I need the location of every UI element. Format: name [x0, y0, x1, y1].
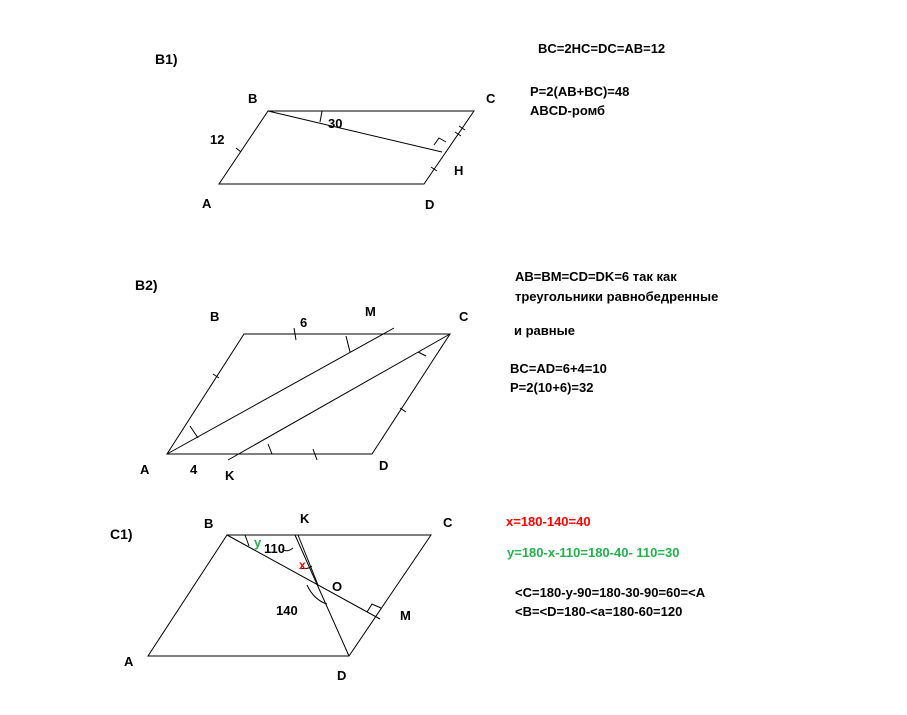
b2-angle-m — [346, 336, 350, 352]
c1-note-x: x=180-140=40 — [506, 514, 591, 529]
b1-title: B1) — [155, 51, 178, 67]
b2-note-5: P=2(10+6)=32 — [510, 380, 594, 395]
b2-point-a: A — [140, 462, 150, 477]
c1-angle-b-mark — [245, 535, 249, 546]
b2-side-label: 6 — [300, 315, 308, 330]
c1-point-b: B — [204, 516, 214, 531]
b2-angle-c — [418, 352, 426, 356]
c1-line-kd — [295, 535, 349, 656]
b2-base-label: 4 — [190, 462, 198, 477]
c1-note-c: <C=180-y-90=180-30-90=60=<A — [515, 585, 706, 600]
c1-point-m: M — [400, 608, 411, 623]
b1-point-c: C — [486, 91, 496, 106]
b1-parallelogram-abcd — [219, 111, 474, 184]
c1-point-o: O — [332, 579, 343, 594]
b2-note-2: треугольники равнобедренные — [515, 289, 719, 304]
c1-point-a: A — [124, 654, 134, 669]
b1-note-2: P=2(AB+BC)=48 — [530, 84, 630, 99]
c1-note-y-end: 110=30 — [632, 545, 680, 560]
b1-point-b: B — [248, 91, 258, 106]
b2-figure — [167, 328, 450, 460]
c1-point-c: C — [443, 515, 453, 530]
c1-point-k: K — [300, 511, 310, 526]
c1-title: C1) — [110, 526, 133, 542]
b1-note-1: BC=2HC=DC=AB=12 — [538, 41, 666, 56]
b1-angle-mark — [320, 111, 322, 122]
c1-right-angle-mark — [367, 604, 381, 612]
c1-note-y — [507, 546, 679, 560]
b2-note-1: AB=BM=CD=DK=6 так как — [515, 269, 677, 284]
b2-point-c: C — [459, 309, 469, 324]
b1-tick-hc-1 — [455, 132, 461, 136]
b2-bisector-am — [167, 328, 394, 454]
b1-right-angle-mark — [434, 138, 446, 145]
b2-note-3: и равные — [514, 323, 575, 338]
b2-note-4: BC=AD=6+4=10 — [510, 361, 607, 376]
b2-title: B2) — [135, 277, 158, 293]
c1-angle-y: y — [254, 535, 262, 550]
b1-point-a: A — [202, 196, 212, 211]
b1-side-label: 12 — [210, 132, 225, 147]
c1-note-y-green: y=180-x-110=180-40- — [507, 545, 633, 560]
b2-bisector-ck — [228, 334, 450, 460]
c1-angle-140: 140 — [276, 603, 298, 618]
c1-point-d: D — [337, 668, 347, 683]
b1-figure — [219, 111, 474, 184]
b1-tick-dh — [431, 167, 437, 171]
c1-note-b: <B=<D=180-<a=180-60=120 — [515, 604, 683, 619]
b1-note-3: ABCD-ромб — [530, 103, 606, 118]
b2-point-m: M — [365, 304, 376, 319]
b2-parallelogram-abcd — [167, 334, 450, 454]
b2-point-k: K — [225, 468, 235, 483]
b1-angle-label: 30 — [328, 116, 343, 131]
c1-angle-110: 110 — [264, 541, 285, 556]
b2-point-b: B — [210, 309, 220, 324]
c1-figure — [148, 535, 431, 656]
b1-point-h: H — [454, 163, 464, 178]
b1-tick-ab — [236, 148, 241, 152]
b1-point-d: D — [425, 197, 435, 212]
b2-angle-k — [268, 444, 272, 454]
b2-point-d: D — [379, 458, 389, 473]
b1-height-bh — [268, 111, 442, 152]
c1-angle-x: x — [299, 558, 306, 572]
b2-angle-a — [190, 426, 198, 438]
c1-parallelogram-abcd — [148, 535, 431, 656]
